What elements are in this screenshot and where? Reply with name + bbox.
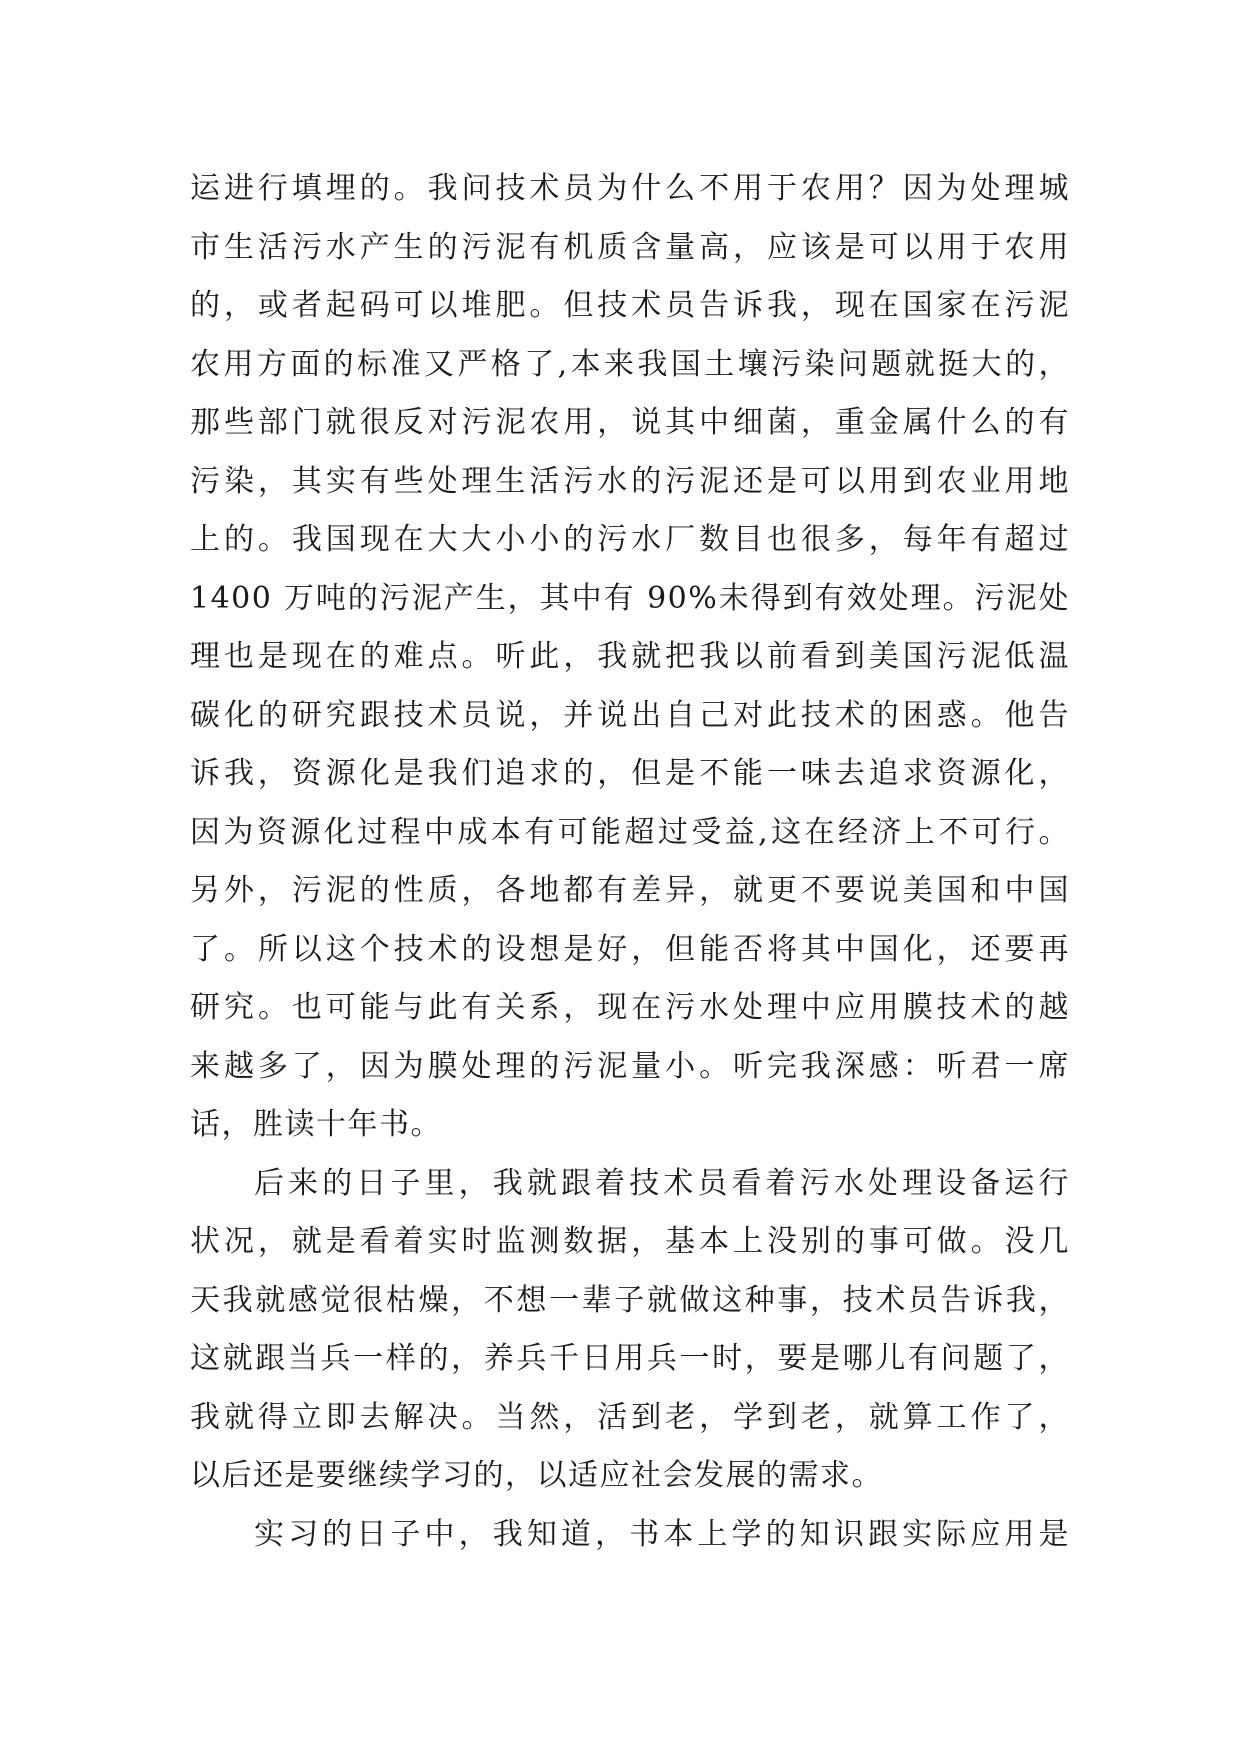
text-line: 污染，其实有些处理生活污水的污泥还是可以用到农业用地 [190, 463, 1070, 499]
text-line: 了。所以这个技术的设想是好，但能否将其中国化，还要再 [190, 931, 1070, 967]
text-line: 那些部门就很反对污泥农用，说其中细菌，重金属什么的有 [190, 405, 1070, 440]
text-line: 农用方面的标准又严格了,本来我国土壤污染问题就挺大的， [190, 346, 1070, 382]
text-line: 1400 万吨的污泥产生，其中有 90%未得到有效处理。污泥处 [190, 580, 1070, 616]
text-line: 我就得立即去解决。当然，活到老，学到老，就算工作了， [190, 1399, 1070, 1435]
text-line: 天我就感觉很枯燥，不想一辈子就做这种事，技术员告诉我， [190, 1282, 1070, 1318]
text-line: 的，或者起码可以堆肥。但技术员告诉我，现在国家在污泥 [190, 288, 1070, 323]
text-line: 状况，就是看着实时监测数据，基本上没别的事可做。没几 [190, 1224, 1070, 1259]
text-line: 碳化的研究跟技术员说，并说出自己对此技术的困惑。他告 [190, 697, 1070, 733]
text-line: 市生活污水产生的污泥有机质含量高，应该是可以用于农用 [190, 229, 1070, 265]
text-line: 实习的日子中，我知道，书本上学的知识跟实际应用是 [254, 1516, 1070, 1552]
text-line: 研究。也可能与此有关系，现在污水处理中应用膜技术的越 [190, 990, 1070, 1025]
text-line: 上的。我国现在大大小小的污水厂数目也很多，每年有超过 [190, 522, 1070, 557]
text-line: 理也是现在的难点。听此，我就把我以前看到美国污泥低温 [190, 639, 1070, 674]
body-text [190, 160, 1070, 1564]
text-line: 诉我，资源化是我们追求的，但是不能一味去追求资源化， [190, 756, 1070, 791]
text-line: 另外，污泥的性质，各地都有差异，就更不要说美国和中国 [190, 873, 1070, 908]
text-line: 这就跟当兵一样的，养兵千日用兵一时，要是哪儿有问题了， [190, 1341, 1070, 1376]
text-line: 以后还是要继续学习的，以适应社会发展的需求。 [190, 1458, 883, 1493]
text-line: 后来的日子里，我就跟着技术员看着污水处理设备运行 [254, 1165, 1070, 1201]
text-line: 来越多了，因为膜处理的污泥量小。听完我深感：听君一席 [190, 1048, 1070, 1084]
text-line: 话，胜读十年书。 [190, 1107, 442, 1142]
text-line: 因为资源化过程中成本有可能超过受益,这在经济上不可行。 [190, 814, 1070, 850]
text-line: 运进行填埋的。我问技术员为什么不用于农用？因为处理城 [190, 171, 1070, 206]
